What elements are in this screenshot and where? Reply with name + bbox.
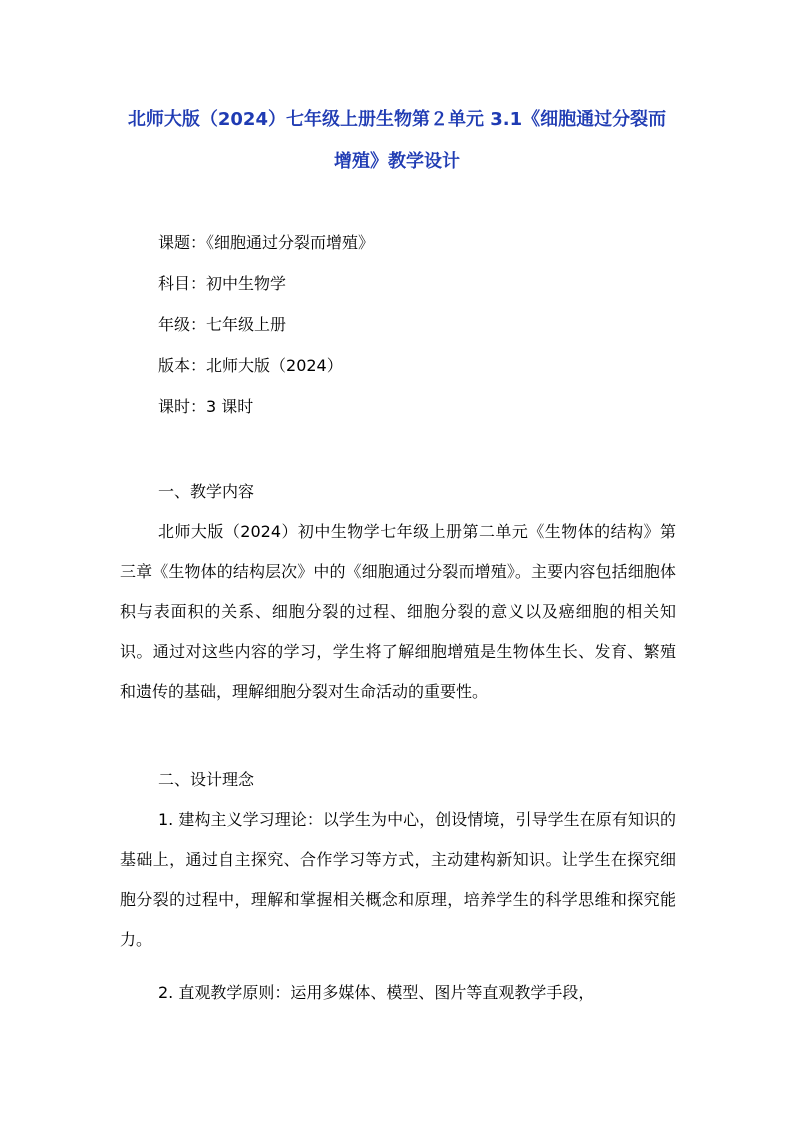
section-heading-design: 二、设计理念 [158, 770, 255, 789]
design-item-1: 1. 建构主义学习理论：以学生为中心，创设情境，引导学生在原有知识的基础上，通过自主探究、合作学习等方式，主动建构新知识。让学生在探究细胞分裂的过程中，理解和掌握相关概念和原理，培养学生的科学思维和探究能力。 [120, 810, 676, 949]
meta-value: 3 课时 [206, 397, 254, 416]
section-paragraph-content: 北师大版（2024）初中生物学七年级上册第二单元《生物体的结构》第三章《生物体的结构层次》中的《细胞通过分裂而增殖》。主要内容包括细胞体积与表面积的关系、细胞分裂的过程、细胞分裂的意义以及癌细胞的相关知识。通过对这些内容的学习，学生将了解细胞增殖是生物体生长、发育、繁殖和遗传的基础，理解细胞分裂对生命活动的重要性。 [120, 522, 676, 701]
document-title-line-1: 北师大版（2024）七年级上册生物第２单元 3.1《细胞通过分裂而 [127, 109, 667, 130]
meta-label: 版本： [158, 356, 207, 375]
document-title-line-2: 增殖》教学设计 [334, 151, 460, 172]
meta-label: 课时： [158, 397, 207, 416]
meta-row-periods [158, 396, 253, 418]
meta-row-grade [158, 314, 286, 336]
meta-row-topic [158, 232, 374, 254]
meta-row-edition [158, 355, 343, 377]
meta-row-subject [158, 273, 286, 295]
design-item-2: 2. 直观教学原则：运用多媒体、模型、图片等直观教学手段， [158, 983, 595, 1002]
section-heading-content: 一、教学内容 [158, 482, 255, 501]
meta-label: 课题： [158, 233, 207, 252]
meta-value: 北师大版（2024） [206, 356, 343, 375]
meta-value: 七年级上册 [206, 315, 287, 334]
meta-value: 初中生物学 [206, 274, 287, 293]
meta-label: 科目： [158, 274, 207, 293]
meta-label: 年级： [158, 315, 207, 334]
meta-value: 《细胞通过分裂而增殖》 [206, 233, 375, 252]
